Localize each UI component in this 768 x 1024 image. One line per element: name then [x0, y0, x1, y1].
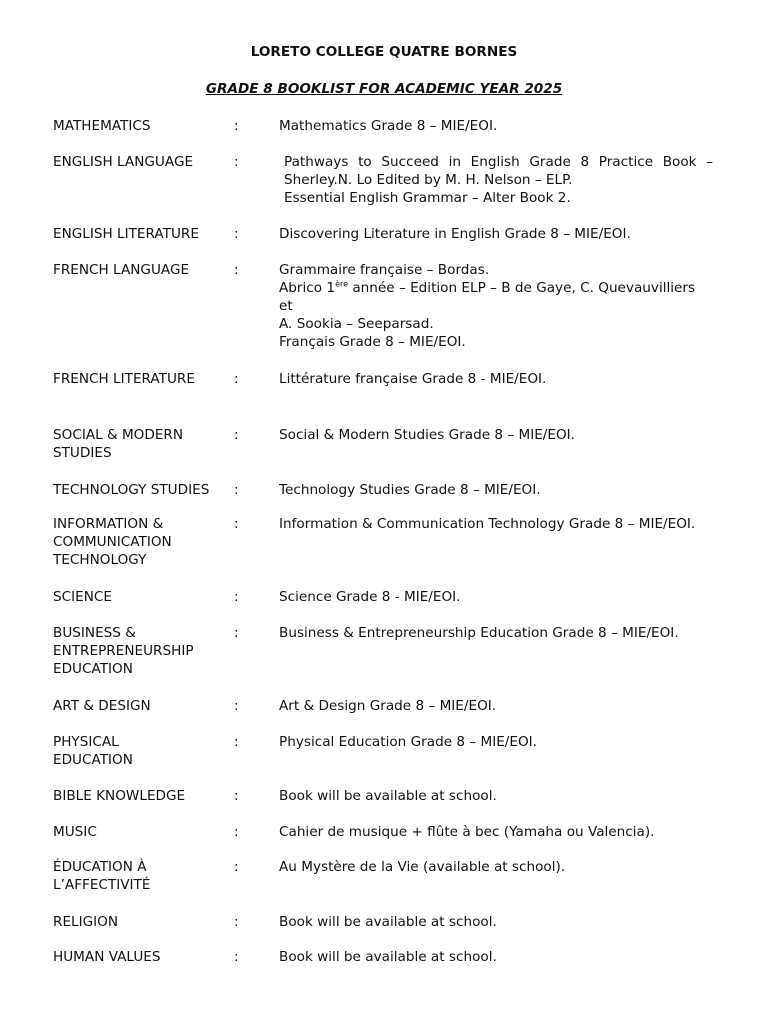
subject-name: BUSINESS & ENTREPRENEURSHIP EDUCATION [53, 625, 194, 677]
book-list [279, 515, 713, 533]
separator-colon: : [234, 516, 239, 532]
book-entry: Pathways to Succeed in English Grade 8 Practice Book – [284, 154, 713, 170]
book-list [284, 153, 713, 207]
book-list [279, 370, 713, 388]
school-name: LORETO COLLEGE QUATRE BORNES [250, 44, 518, 60]
subject-name: MUSIC [53, 824, 97, 840]
separator-colon: : [234, 698, 239, 714]
book-entry: Essential English Grammar – Alter Book 2. [284, 190, 571, 206]
book-list [279, 858, 713, 876]
subject-name: FRENCH LITERATURE [53, 371, 195, 387]
separator-colon: : [234, 859, 239, 875]
book-list [279, 787, 713, 805]
book-list [279, 733, 713, 751]
book-entry: Français Grade 8 – MIE/EOI. [279, 334, 466, 350]
subject-name: ÉDUCATION À L’AFFECTIVITÉ [53, 859, 151, 893]
book-entry: Book will be available at school. [279, 914, 497, 930]
book-entry: Information & Communication Technology Grade 8 – MIE/EOI. [279, 516, 696, 532]
book-entry: Science Grade 8 - MIE/EOI. [279, 589, 461, 605]
subject-name: SOCIAL & MODERN STUDIES [53, 427, 184, 461]
separator-colon: : [234, 118, 239, 134]
book-entry: Mathematics Grade 8 – MIE/EOI. [279, 118, 498, 134]
subject-name: INFORMATION & COMMUNICATION TECHNOLOGY [53, 516, 172, 568]
book-list [279, 823, 713, 841]
book-list [279, 117, 713, 135]
book-list [279, 225, 713, 243]
separator-colon: : [234, 625, 239, 641]
book-entry: Book will be available at school. [279, 949, 497, 965]
separator-colon: : [234, 427, 239, 443]
separator-colon: : [234, 226, 239, 242]
book-entry: Physical Education Grade 8 – MIE/EOI. [279, 734, 537, 750]
book-entry: A. Sookia – Seeparsad. [279, 316, 434, 332]
separator-colon: : [234, 949, 239, 965]
book-entry: Cahier de musique + flûte à bec (Yamaha ou Valencia). [279, 824, 655, 840]
book-entry: Grammaire française – Bordas. [279, 262, 490, 278]
subject-name: ENGLISH LITERATURE [53, 226, 199, 242]
separator-colon: : [234, 262, 239, 278]
separator-colon: : [234, 589, 239, 605]
subject-name: SCIENCE [53, 589, 112, 605]
book-list [279, 261, 713, 351]
book-entry: Littérature française Grade 8 - MIE/EOI. [279, 371, 547, 387]
subject-name: ENGLISH LANGUAGE [53, 154, 194, 170]
separator-colon: : [234, 788, 239, 804]
separator-colon: : [234, 371, 239, 387]
booklist-title: GRADE 8 BOOKLIST FOR ACADEMIC YEAR 2025 [205, 81, 563, 97]
book-list [279, 948, 713, 966]
book-list [279, 426, 713, 444]
separator-colon: : [234, 734, 239, 750]
book-entry: Business & Entrepreneurship Education Grade 8 – MIE/EOI. [279, 625, 679, 641]
subject-name: TECHNOLOGY STUDIES [53, 482, 210, 498]
subject-name: PHYSICAL EDUCATION [53, 734, 133, 768]
separator-colon: : [234, 482, 239, 498]
book-entry: Sherley.N. Lo Edited by M. H. Nelson – ELP. [284, 172, 573, 188]
book-entry: Abrico 1ère année – Edition ELP – B de Gaye, C. Quevauvilliers et [279, 279, 696, 314]
book-list [279, 588, 713, 606]
subject-name: FRENCH LANGUAGE [53, 262, 190, 278]
subject-name: RELIGION [53, 914, 119, 930]
book-entry: Book will be available at school. [279, 788, 497, 804]
book-entry: Social & Modern Studies Grade 8 – MIE/EOI. [279, 427, 575, 443]
subject-name: BIBLE KNOWLEDGE [53, 788, 186, 804]
book-entry: Technology Studies Grade 8 – MIE/EOI. [279, 482, 541, 498]
book-entry: Au Mystère de la Vie (available at school). [279, 859, 566, 875]
book-list [279, 624, 713, 642]
separator-colon: : [234, 824, 239, 840]
subject-name: ART & DESIGN [53, 698, 151, 714]
separator-colon: : [234, 914, 239, 930]
book-list [279, 913, 713, 931]
subject-name: HUMAN VALUES [53, 949, 161, 965]
subject-name: MATHEMATICS [53, 118, 151, 134]
book-list [279, 697, 713, 715]
book-list [279, 481, 713, 499]
book-entry: Discovering Literature in English Grade 8 – MIE/EOI. [279, 226, 631, 242]
separator-colon: : [234, 154, 239, 170]
book-entry: Art & Design Grade 8 – MIE/EOI. [279, 698, 497, 714]
